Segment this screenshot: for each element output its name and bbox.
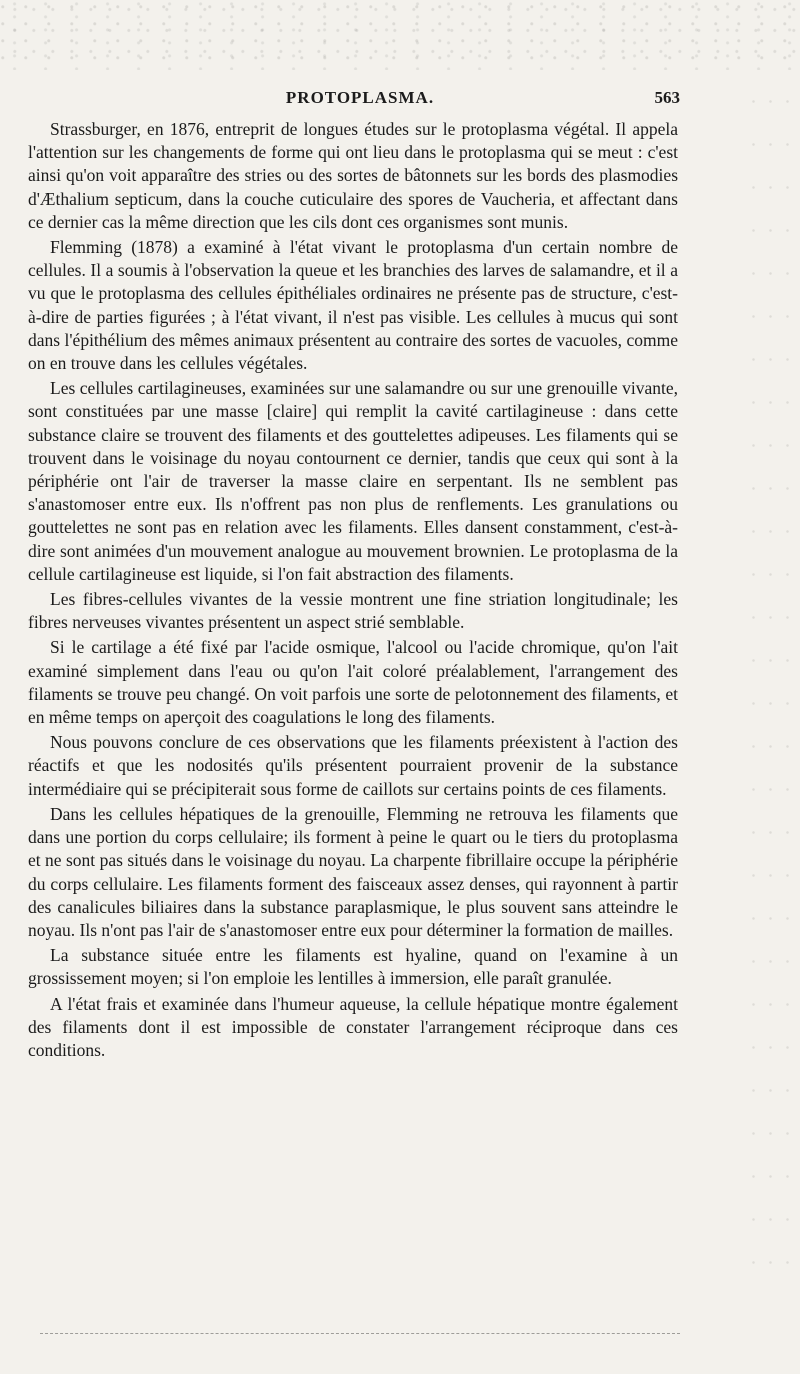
scan-noise-top: [0, 0, 800, 70]
paragraph: Dans les cellules hépatiques de la grenouille, Flemming ne retrouva les filaments que dans une portion du corps cellulaire; ils forment à peine le quart ou le tiers du protoplasma et ne sont pas situés dans le voisinage du noyau. La charpente fibrillaire occupe la périphérie du corps cellulaire. Les filaments forment des faisceaux assez denses, qui rayonnent à partir des canalicules biliaires dans la substance paraplasmique, le plus souvent sans atteindre le noyau. Ils n'ont pas l'air de s'anastomoser entre eux pour déterminer la formation de mailles.: [28, 803, 678, 940]
paragraph: Nous pouvons conclure de ces observations que les filaments préexistent à l'action des réactifs et que les nodosités qu'ils présentent pourraient provenir de la substance intermédiaire qui se précipiterait sous forme de caillots sur certains points de ces filaments.: [28, 732, 678, 799]
paragraph: A l'état frais et examinée dans l'humeur aqueuse, la cellule hépatique montre également des filaments dont il est impossible de constater l'arrangement réciproque dans ces conditions.: [28, 993, 678, 1060]
paragraph: Strassburger, en 1876, entreprit de longues études sur le protoplasma végétal. Il appela l'attention sur les changements de forme qui ont lieu dans le protoplasma qui se meut : c'est ainsi qu'on voit apparaître des stries ou des sortes de bâtonnets sur les bords des plasmodies d'Æthalium septicum, dans la couche cuticulaire des spores de Vaucheria, et affectant dans ce dernier cas la même direction que les cils dont ces organismes sont munis.: [28, 119, 678, 232]
page-number: 563: [654, 88, 680, 107]
paragraph: La substance située entre les filaments est hyaline, quand on l'examine à un grossissement moyen; si l'on emploie les lentilles à immersion, elle paraît granulée.: [28, 945, 678, 989]
paragraph: Si le cartilage a été fixé par l'acide osmique, l'alcool ou l'acide chromique, qu'on l'ait examiné simplement dans l'eau ou qu'on l'ait coloré préalablement, l'arrangement des filaments se trouve peu changé. On voit parfois une sorte de pelotonnement des filaments, et en même temps on aperçoit des coagulations le long des filaments.: [28, 637, 678, 728]
footer-rule: [40, 1333, 680, 1334]
body-text: [28, 118, 678, 1062]
running-title: PROTOPLASMA.: [285, 88, 435, 107]
scan-noise-margin: [745, 80, 800, 1280]
running-head: [40, 88, 680, 112]
paragraph: Flemming (1878) a examiné à l'état vivant le protoplasma d'un certain nombre de cellules. Il a soumis à l'observation la queue et les branchies des larves de salamandre, et il a vu que le protoplasma des cellules épithéliales ordinaires ne présente pas de structure, c'est-à-dire de parties figurées ; à l'état vivant, il n'est pas visible. Les cellules à mucus qui sont dans l'épithélium des mêmes animaux présentent au contraire des sortes de vacuoles, comme on en trouve dans les cellules végétales.: [28, 237, 678, 374]
paragraph: Les cellules cartilagineuses, examinées sur une salamandre ou sur une grenouille vivante, sont constituées par une masse [claire] qui remplit la cavité cartilagineuse : dans cette substance claire se trouvent des filaments et des gouttelettes adipeuses. Les filaments qui se trouvent dans le voisinage du noyau contournent ce dernier, tandis que ceux qui sont à la périphérie ont l'air de traverser la masse claire en serpentant. Ils ne semblent pas s'anastomoser entre eux. Ils n'offrent pas non plus de renflements. Les granulations ou gouttelettes ne sont pas en relation avec les filaments. Elles dansent constamment, c'est-à-dire sont animées d'un mouvement analogue au mouvement brownien. Le protoplasma de la cellule cartilagineuse est liquide, si l'on fait abstraction des filaments.: [28, 378, 678, 584]
paragraph: Les fibres-cellules vivantes de la vessie montrent une fine striation longitudinale; les fibres nerveuses vivantes présentent un aspect strié semblable.: [28, 589, 678, 633]
